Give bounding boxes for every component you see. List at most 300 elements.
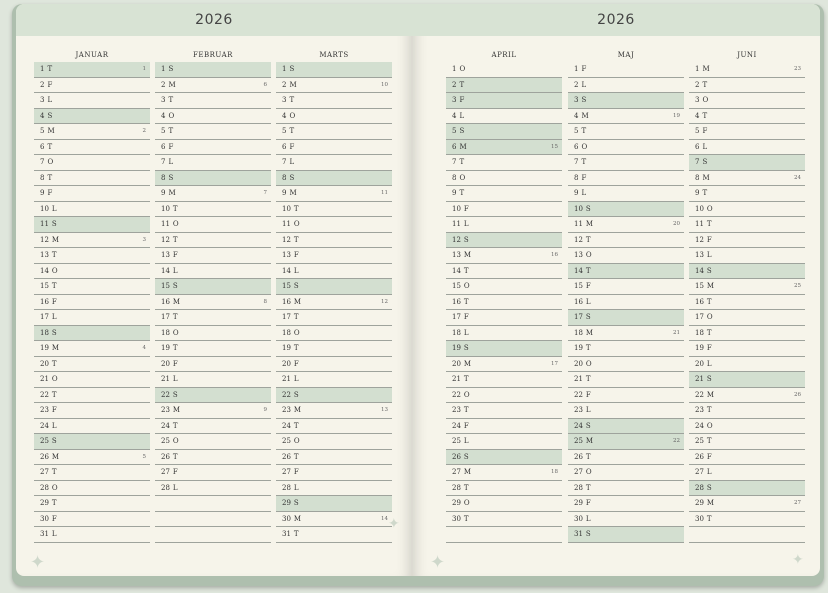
day-row[interactable] bbox=[689, 341, 805, 357]
day-row[interactable] bbox=[155, 62, 271, 78]
day-row[interactable] bbox=[34, 419, 150, 435]
day-row[interactable] bbox=[446, 372, 562, 388]
day-row[interactable] bbox=[155, 233, 271, 249]
day-number: 6 bbox=[574, 142, 579, 151]
weekday-letter: F bbox=[51, 297, 57, 306]
day-row[interactable] bbox=[276, 217, 392, 233]
day-row[interactable] bbox=[568, 465, 684, 481]
weekday-letter: M bbox=[168, 189, 176, 198]
day-row[interactable] bbox=[155, 434, 271, 450]
day-row[interactable] bbox=[446, 78, 562, 94]
day-row[interactable] bbox=[446, 403, 562, 419]
day-row[interactable] bbox=[34, 78, 150, 94]
day-row[interactable] bbox=[568, 109, 684, 125]
day-number: 16 bbox=[695, 297, 704, 306]
month-column bbox=[34, 48, 150, 543]
day-row[interactable] bbox=[568, 140, 684, 156]
day-row[interactable] bbox=[155, 326, 271, 342]
day-row[interactable] bbox=[568, 186, 684, 202]
day-row[interactable] bbox=[155, 419, 271, 435]
weekday-letter: L bbox=[289, 158, 295, 167]
day-number: 21 bbox=[282, 375, 291, 384]
day-number: 30 bbox=[282, 514, 291, 523]
day-number: 17 bbox=[40, 313, 49, 322]
day-row[interactable] bbox=[568, 62, 684, 78]
weekday-letter: T bbox=[168, 96, 174, 105]
day-row[interactable] bbox=[34, 186, 150, 202]
day-number: 1 bbox=[695, 65, 700, 74]
day-number: 17 bbox=[695, 313, 704, 322]
day-row[interactable] bbox=[155, 109, 271, 125]
day-number: 19 bbox=[695, 344, 704, 353]
day-row[interactable] bbox=[34, 372, 150, 388]
day-row[interactable] bbox=[446, 527, 562, 543]
weekday-letter: T bbox=[463, 375, 469, 384]
day-number: 22 bbox=[161, 390, 170, 399]
week-number: 2 bbox=[142, 128, 146, 135]
week-number: 12 bbox=[381, 298, 388, 305]
day-row[interactable] bbox=[276, 279, 392, 295]
day-number: 11 bbox=[574, 220, 583, 229]
day-row[interactable] bbox=[155, 279, 271, 295]
week-number: 14 bbox=[381, 515, 388, 522]
day-number: 21 bbox=[161, 375, 170, 384]
day-row[interactable] bbox=[155, 512, 271, 528]
day-number: 14 bbox=[695, 266, 704, 275]
day-number: 2 bbox=[452, 80, 457, 89]
day-row[interactable] bbox=[276, 372, 392, 388]
day-row[interactable] bbox=[276, 124, 392, 140]
day-row[interactable] bbox=[276, 248, 392, 264]
weekday-letter: F bbox=[172, 251, 178, 260]
weekday-letter: L bbox=[459, 111, 465, 120]
day-number: 27 bbox=[452, 468, 461, 477]
month-column bbox=[446, 48, 562, 543]
weekday-letter: T bbox=[463, 406, 469, 415]
day-row[interactable] bbox=[446, 450, 562, 466]
day-row[interactable] bbox=[689, 496, 805, 512]
day-row[interactable] bbox=[276, 310, 392, 326]
day-row[interactable] bbox=[155, 310, 271, 326]
weekday-letter: O bbox=[585, 359, 592, 368]
day-row[interactable] bbox=[689, 186, 805, 202]
day-row[interactable] bbox=[689, 295, 805, 311]
day-row[interactable] bbox=[155, 450, 271, 466]
week-number: 13 bbox=[381, 407, 388, 414]
day-number: 20 bbox=[282, 359, 291, 368]
day-row[interactable] bbox=[276, 78, 392, 94]
day-number: 1 bbox=[452, 65, 457, 74]
day-row[interactable] bbox=[34, 155, 150, 171]
day-row[interactable] bbox=[34, 496, 150, 512]
day-row[interactable] bbox=[446, 279, 562, 295]
day-number: 20 bbox=[40, 359, 49, 368]
weekday-letter: M bbox=[463, 251, 472, 260]
day-number: 9 bbox=[695, 189, 700, 198]
day-row[interactable] bbox=[446, 124, 562, 140]
day-row[interactable] bbox=[155, 527, 271, 543]
day-number: 22 bbox=[574, 390, 583, 399]
day-row[interactable] bbox=[446, 481, 562, 497]
day-row[interactable] bbox=[276, 233, 392, 249]
day-number: 9 bbox=[452, 189, 457, 198]
day-number: 13 bbox=[161, 251, 170, 260]
day-row[interactable] bbox=[276, 434, 392, 450]
day-row[interactable] bbox=[276, 388, 392, 404]
day-row[interactable] bbox=[34, 481, 150, 497]
day-row[interactable] bbox=[689, 450, 805, 466]
day-row[interactable] bbox=[689, 481, 805, 497]
day-row[interactable] bbox=[276, 326, 392, 342]
day-row[interactable] bbox=[568, 357, 684, 373]
day-row[interactable] bbox=[689, 357, 805, 373]
weekday-letter: O bbox=[172, 220, 179, 229]
day-row[interactable] bbox=[155, 202, 271, 218]
day-row[interactable] bbox=[276, 419, 392, 435]
day-number: 14 bbox=[161, 266, 170, 275]
day-row[interactable] bbox=[34, 279, 150, 295]
weekday-letter: F bbox=[581, 173, 587, 182]
day-row[interactable] bbox=[34, 233, 150, 249]
day-number: 27 bbox=[282, 468, 291, 477]
day-row[interactable] bbox=[34, 388, 150, 404]
day-row[interactable] bbox=[276, 186, 392, 202]
day-row[interactable] bbox=[34, 512, 150, 528]
week-number: 21 bbox=[673, 329, 680, 336]
day-number: 5 bbox=[452, 127, 457, 136]
day-row[interactable] bbox=[446, 171, 562, 187]
day-row[interactable] bbox=[155, 403, 271, 419]
weekday-letter: T bbox=[463, 514, 469, 523]
weekday-letter: F bbox=[459, 96, 465, 105]
weekday-letter: S bbox=[706, 483, 712, 492]
day-number: 19 bbox=[452, 344, 461, 353]
week-number: 7 bbox=[263, 190, 267, 197]
day-row[interactable] bbox=[276, 155, 392, 171]
day-row[interactable] bbox=[689, 140, 805, 156]
day-row[interactable] bbox=[689, 465, 805, 481]
day-row[interactable] bbox=[568, 310, 684, 326]
day-row[interactable] bbox=[34, 465, 150, 481]
day-row[interactable] bbox=[276, 93, 392, 109]
left-page bbox=[16, 4, 412, 576]
day-row[interactable] bbox=[568, 326, 684, 342]
weekday-letter: F bbox=[172, 359, 178, 368]
weekday-letter: T bbox=[172, 344, 178, 353]
day-row[interactable] bbox=[34, 357, 150, 373]
day-row[interactable] bbox=[34, 171, 150, 187]
day-row[interactable] bbox=[689, 109, 805, 125]
day-row[interactable] bbox=[155, 186, 271, 202]
day-row[interactable] bbox=[155, 465, 271, 481]
day-row[interactable] bbox=[34, 326, 150, 342]
day-number: 4 bbox=[40, 111, 45, 120]
day-row[interactable] bbox=[34, 450, 150, 466]
day-row[interactable] bbox=[276, 465, 392, 481]
day-row[interactable] bbox=[34, 403, 150, 419]
day-number: 3 bbox=[282, 96, 287, 105]
day-row[interactable] bbox=[276, 62, 392, 78]
day-row[interactable] bbox=[568, 388, 684, 404]
day-row[interactable] bbox=[568, 341, 684, 357]
day-row[interactable] bbox=[155, 481, 271, 497]
day-row[interactable] bbox=[689, 155, 805, 171]
day-row[interactable] bbox=[689, 248, 805, 264]
weekday-letter: F bbox=[463, 313, 469, 322]
day-row[interactable] bbox=[446, 496, 562, 512]
day-row[interactable] bbox=[276, 527, 392, 543]
day-number: 31 bbox=[282, 530, 291, 539]
day-row[interactable] bbox=[568, 248, 684, 264]
day-row[interactable] bbox=[568, 496, 684, 512]
day-number: 7 bbox=[574, 158, 579, 167]
day-row[interactable] bbox=[446, 62, 562, 78]
weekday-letter: M bbox=[585, 220, 594, 229]
day-row[interactable] bbox=[155, 78, 271, 94]
day-number: 29 bbox=[282, 499, 291, 508]
day-row[interactable] bbox=[689, 403, 805, 419]
day-row[interactable] bbox=[689, 62, 805, 78]
day-number: 12 bbox=[695, 235, 704, 244]
day-row[interactable] bbox=[568, 93, 684, 109]
day-row[interactable] bbox=[689, 171, 805, 187]
weekday-letter: M bbox=[293, 297, 302, 306]
day-number: 2 bbox=[282, 80, 287, 89]
day-row[interactable] bbox=[34, 93, 150, 109]
day-row[interactable] bbox=[155, 496, 271, 512]
day-row[interactable] bbox=[568, 171, 684, 187]
day-row[interactable] bbox=[155, 264, 271, 280]
day-row[interactable] bbox=[276, 403, 392, 419]
day-row[interactable] bbox=[276, 496, 392, 512]
day-number: 28 bbox=[161, 483, 170, 492]
day-row[interactable] bbox=[446, 217, 562, 233]
weekday-letter: F bbox=[47, 80, 53, 89]
day-row[interactable] bbox=[446, 93, 562, 109]
day-number: 17 bbox=[574, 313, 583, 322]
day-row[interactable] bbox=[155, 140, 271, 156]
weekday-letter: S bbox=[459, 127, 465, 136]
day-row[interactable] bbox=[446, 341, 562, 357]
day-row[interactable] bbox=[689, 434, 805, 450]
day-row[interactable] bbox=[446, 140, 562, 156]
weekday-letter: S bbox=[172, 282, 178, 291]
day-row[interactable] bbox=[446, 248, 562, 264]
weekday-letter: L bbox=[463, 220, 469, 229]
day-number: 18 bbox=[695, 328, 704, 337]
day-row[interactable] bbox=[689, 279, 805, 295]
day-row[interactable] bbox=[568, 450, 684, 466]
day-row[interactable] bbox=[568, 124, 684, 140]
weekday-letter: S bbox=[289, 65, 295, 74]
day-row[interactable] bbox=[276, 264, 392, 280]
day-row[interactable] bbox=[276, 202, 392, 218]
day-row[interactable] bbox=[689, 527, 805, 543]
day-row[interactable] bbox=[689, 388, 805, 404]
day-row[interactable] bbox=[689, 217, 805, 233]
day-row[interactable] bbox=[155, 295, 271, 311]
day-row[interactable] bbox=[568, 155, 684, 171]
day-number: 12 bbox=[40, 235, 49, 244]
day-row[interactable] bbox=[568, 403, 684, 419]
day-number: 24 bbox=[161, 421, 170, 430]
day-row[interactable] bbox=[155, 171, 271, 187]
day-row[interactable] bbox=[155, 357, 271, 373]
day-row[interactable] bbox=[446, 264, 562, 280]
day-row[interactable] bbox=[568, 434, 684, 450]
weekday-letter: T bbox=[293, 452, 299, 461]
day-number: 25 bbox=[695, 437, 704, 446]
weekday-letter: T bbox=[293, 530, 299, 539]
day-row[interactable] bbox=[155, 372, 271, 388]
day-row[interactable] bbox=[689, 512, 805, 528]
day-row[interactable] bbox=[155, 388, 271, 404]
weekday-letter: T bbox=[47, 142, 53, 151]
day-row[interactable] bbox=[568, 481, 684, 497]
day-row[interactable] bbox=[568, 217, 684, 233]
month-name: APRIL bbox=[491, 51, 517, 59]
day-row[interactable] bbox=[568, 419, 684, 435]
day-row[interactable] bbox=[276, 341, 392, 357]
day-number: 28 bbox=[574, 483, 583, 492]
day-row[interactable] bbox=[568, 78, 684, 94]
day-row[interactable] bbox=[34, 248, 150, 264]
weekday-letter: T bbox=[51, 282, 57, 291]
day-number: 2 bbox=[161, 80, 166, 89]
day-number: 3 bbox=[574, 96, 579, 105]
day-row[interactable] bbox=[276, 512, 392, 528]
day-row[interactable] bbox=[446, 186, 562, 202]
day-row[interactable] bbox=[446, 310, 562, 326]
day-row[interactable] bbox=[689, 124, 805, 140]
day-row[interactable] bbox=[689, 326, 805, 342]
day-number: 6 bbox=[161, 142, 166, 151]
weekday-letter: O bbox=[293, 220, 300, 229]
day-row[interactable] bbox=[568, 233, 684, 249]
day-row[interactable] bbox=[689, 233, 805, 249]
weekday-letter: S bbox=[581, 96, 587, 105]
day-row[interactable] bbox=[689, 93, 805, 109]
day-row[interactable] bbox=[34, 217, 150, 233]
day-row[interactable] bbox=[446, 295, 562, 311]
day-number: 19 bbox=[282, 344, 291, 353]
week-number: 4 bbox=[142, 345, 146, 352]
day-row[interactable] bbox=[689, 78, 805, 94]
day-row[interactable] bbox=[34, 310, 150, 326]
day-row[interactable] bbox=[689, 202, 805, 218]
day-row[interactable] bbox=[446, 357, 562, 373]
day-number: 25 bbox=[161, 437, 170, 446]
day-row[interactable] bbox=[568, 372, 684, 388]
day-number: 21 bbox=[452, 375, 461, 384]
weekday-letter: M bbox=[293, 406, 302, 415]
day-row[interactable] bbox=[34, 62, 150, 78]
weekday-letter: L bbox=[172, 266, 178, 275]
day-row[interactable] bbox=[446, 202, 562, 218]
weekday-letter: T bbox=[463, 266, 469, 275]
day-row[interactable] bbox=[155, 248, 271, 264]
weekday-letter: T bbox=[293, 235, 299, 244]
day-row[interactable] bbox=[446, 233, 562, 249]
day-row[interactable] bbox=[568, 512, 684, 528]
weekday-letter: O bbox=[289, 111, 296, 120]
day-row[interactable] bbox=[276, 109, 392, 125]
day-number: 5 bbox=[695, 127, 700, 136]
day-row[interactable] bbox=[446, 419, 562, 435]
day-row[interactable] bbox=[34, 264, 150, 280]
day-number: 8 bbox=[574, 173, 579, 182]
day-row[interactable] bbox=[689, 264, 805, 280]
day-number: 21 bbox=[574, 375, 583, 384]
day-row[interactable] bbox=[155, 124, 271, 140]
day-row[interactable] bbox=[446, 465, 562, 481]
day-row[interactable] bbox=[34, 124, 150, 140]
day-number: 8 bbox=[695, 173, 700, 182]
day-number: 11 bbox=[695, 220, 704, 229]
day-row[interactable] bbox=[568, 264, 684, 280]
weekday-letter: O bbox=[51, 483, 58, 492]
day-row[interactable] bbox=[446, 388, 562, 404]
day-row[interactable] bbox=[34, 527, 150, 543]
weekday-letter: F bbox=[706, 344, 712, 353]
day-row[interactable] bbox=[689, 310, 805, 326]
day-row[interactable] bbox=[276, 295, 392, 311]
day-row[interactable] bbox=[276, 357, 392, 373]
weekday-letter: T bbox=[51, 390, 57, 399]
day-row[interactable] bbox=[446, 155, 562, 171]
day-row[interactable] bbox=[568, 202, 684, 218]
day-row[interactable] bbox=[34, 434, 150, 450]
weekday-letter: S bbox=[585, 313, 591, 322]
weekday-letter: M bbox=[706, 282, 715, 291]
day-row[interactable] bbox=[689, 372, 805, 388]
day-row[interactable] bbox=[446, 434, 562, 450]
day-number: 16 bbox=[282, 297, 291, 306]
day-row[interactable] bbox=[568, 295, 684, 311]
day-row[interactable] bbox=[155, 93, 271, 109]
day-row[interactable] bbox=[34, 140, 150, 156]
day-row[interactable] bbox=[446, 109, 562, 125]
day-row[interactable] bbox=[155, 155, 271, 171]
weekday-letter: S bbox=[585, 421, 591, 430]
weekday-letter: M bbox=[172, 297, 181, 306]
day-row[interactable] bbox=[276, 450, 392, 466]
day-row[interactable] bbox=[34, 109, 150, 125]
day-row[interactable] bbox=[568, 279, 684, 295]
weekday-letter: O bbox=[51, 266, 58, 275]
day-row[interactable] bbox=[34, 341, 150, 357]
week-number: 26 bbox=[794, 391, 801, 398]
day-number: 4 bbox=[695, 111, 700, 120]
day-row[interactable] bbox=[34, 202, 150, 218]
day-number: 23 bbox=[282, 406, 291, 415]
weekday-letter: T bbox=[293, 204, 299, 213]
day-row[interactable] bbox=[276, 140, 392, 156]
day-row[interactable] bbox=[446, 326, 562, 342]
day-row[interactable] bbox=[689, 419, 805, 435]
day-row[interactable] bbox=[34, 295, 150, 311]
day-row[interactable] bbox=[155, 341, 271, 357]
day-row[interactable] bbox=[276, 171, 392, 187]
month-column bbox=[568, 48, 684, 543]
day-number: 13 bbox=[695, 251, 704, 260]
weekday-letter: M bbox=[706, 390, 715, 399]
weekday-letter: T bbox=[585, 375, 591, 384]
day-row[interactable] bbox=[568, 527, 684, 543]
day-row[interactable] bbox=[276, 481, 392, 497]
day-row[interactable] bbox=[446, 512, 562, 528]
day-row[interactable] bbox=[155, 217, 271, 233]
